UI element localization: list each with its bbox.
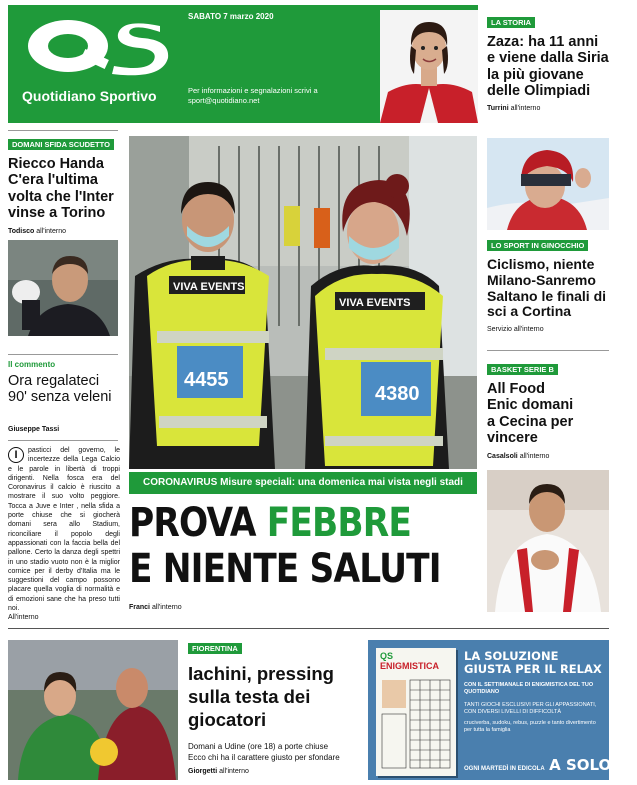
ad-line1: CON IL SETTIMANALE DI ENIGMISTICA DEL TUO QUOTIDIANO bbox=[464, 682, 594, 695]
main-headline-line2: E NIENTE SALUTI bbox=[129, 546, 441, 592]
story-byline: Servizio all'interno bbox=[487, 326, 544, 334]
vest-number-man: 4455 bbox=[184, 369, 229, 391]
commento-headline[interactable]: Ora regalateci 90' senza veleni bbox=[8, 373, 112, 406]
contact-info bbox=[188, 86, 338, 106]
byline-author: Giorgetti bbox=[188, 768, 218, 775]
story-fiorentina[interactable] bbox=[188, 638, 358, 775]
divider bbox=[8, 440, 118, 441]
main-headline-line1 bbox=[129, 500, 428, 546]
masthead-subtitle: Quotidiano Sportivo bbox=[22, 88, 157, 104]
ski-photo bbox=[487, 138, 609, 230]
main-headline-febbre: FEBBRE bbox=[266, 500, 412, 546]
contact-email[interactable]: sport@quotidiano.net bbox=[188, 96, 260, 105]
contact-info-line1: Per informazioni e segnalazioni scrivi a bbox=[188, 86, 318, 95]
crossword-grid-icon bbox=[376, 674, 456, 774]
byline-rest: all'interno bbox=[150, 604, 182, 611]
commento-kicker: Il commento bbox=[8, 360, 56, 369]
magazine-logo-name: ENIGMISTICA bbox=[380, 661, 440, 671]
story-subtitle-2: Ecco chi ha il carattere giusto per sfondare bbox=[188, 753, 340, 762]
story-tag: DOMANI SFIDA SCUDETTO bbox=[8, 139, 114, 150]
main-headline[interactable] bbox=[129, 500, 441, 592]
story-byline bbox=[8, 228, 120, 235]
qs-logo-shape bbox=[22, 14, 172, 78]
story-tag: LO SPORT IN GINOCCHIO bbox=[487, 240, 588, 251]
main-headline-prova: PROVA bbox=[129, 500, 267, 546]
divider bbox=[487, 350, 609, 351]
dropcap-circle: I bbox=[8, 447, 24, 463]
byline-author: Todisco bbox=[8, 227, 35, 235]
story-byline bbox=[487, 105, 609, 112]
qs-logo[interactable] bbox=[22, 14, 172, 89]
main-kicker bbox=[129, 472, 477, 494]
handa-photo bbox=[8, 240, 118, 336]
magazine-logo-qs: QS bbox=[380, 651, 394, 661]
story-tag: LA STORIA bbox=[487, 17, 535, 28]
vest-number-woman: 4380 bbox=[375, 383, 420, 405]
magazine-cover bbox=[376, 648, 456, 776]
issue-date: SABATO 7 marzo 2020 bbox=[188, 12, 274, 21]
divider bbox=[8, 354, 118, 355]
story-headline[interactable]: All Food Enic domani a Cecina per vincere bbox=[487, 381, 574, 447]
story-ciclismo[interactable] bbox=[487, 235, 609, 333]
main-kicker-label: CORONAVIRUS bbox=[143, 477, 218, 488]
divider bbox=[8, 130, 118, 131]
story-headline[interactable]: Ciclismo, niente Milano-Sanremo Saltano le finali di sci a Cortina bbox=[487, 256, 607, 320]
enigmistica-ad[interactable] bbox=[368, 640, 637, 780]
byline-author: Turrini bbox=[487, 104, 509, 112]
ad-price-line bbox=[464, 756, 637, 775]
main-byline bbox=[129, 604, 182, 611]
byline-rest: all'interno bbox=[508, 104, 541, 112]
byline-rest: all'interno bbox=[217, 768, 249, 775]
story-tag: BASKET SERIE B bbox=[487, 364, 558, 375]
vest-brand-man: VIVA EVENTS bbox=[173, 281, 245, 293]
zaza-photo bbox=[380, 10, 478, 123]
byline-rest: all'interno bbox=[517, 452, 550, 460]
story-commento[interactable] bbox=[8, 360, 120, 433]
football-photo bbox=[8, 640, 178, 780]
story-headline[interactable]: Zaza: ha 11 anni e viene dalla Siria la più giovane delle Olimpiadi bbox=[487, 34, 609, 100]
story-subtitle-1: Domani a Udine (ore 18) a porte chiuse bbox=[188, 742, 329, 751]
story-zaza[interactable] bbox=[487, 12, 609, 112]
divider bbox=[8, 628, 609, 629]
commento-body: pasticci del governo, le incertezze della Lega Calcio e le parole in libertà di troppi dirigenti. Nella fosca era del Coronavirus il calcio è riuscito a mostrare il suo volto peggiore. Tocca a Juve e Inter , nella sfida a porte chiuse che si giocherà domani sera allo Stadium, riconciliare il popolo degli appassionati con la faccia bella del pallone. Certo la danza degli spettri in uno stadio vuoto non è la miglior cornice per il derby d'Italia ma le suggestioni del campo possono placare quella voglia di normalità e di emozioni sane che ha preso tutti noi. bbox=[8, 447, 120, 613]
story-handa[interactable] bbox=[8, 134, 120, 235]
commento-body-block bbox=[8, 446, 120, 623]
byline-rest: all'interno bbox=[34, 227, 67, 235]
ad-price: A SOLO 1€ bbox=[549, 756, 637, 774]
coach-photo bbox=[487, 470, 609, 612]
ad-footer-small: OGNI MARTEDÌ IN EDICOLA bbox=[464, 766, 545, 772]
story-headline[interactable]: Riecco Handa C'era l'ultima volta che l'Inter vinse a Torino bbox=[8, 156, 114, 222]
story-byline bbox=[487, 453, 609, 460]
ad-line2: TANTI GIOCHI ESCLUSIVI PER GLI APPASSIONATI, CON DIVERSI LIVELLI DI DIFFICOLTÀ bbox=[464, 702, 597, 715]
commento-author: Giuseppe Tassi bbox=[8, 425, 60, 433]
byline-author: Casalsoli bbox=[487, 452, 518, 460]
story-tag: FIORENTINA bbox=[188, 643, 242, 654]
commento-continued: All'interno bbox=[8, 614, 39, 622]
byline-author: Franci bbox=[129, 604, 151, 611]
ad-line3: cruciverba, sudoku, rebus, puzzle e tanto divertimento per tutta la famiglia bbox=[464, 720, 596, 733]
ad-title: LA SOLUZIONE GIUSTA PER IL RELAX bbox=[464, 649, 602, 676]
story-headline[interactable]: Iachini, pressing sulla testa dei giocatori bbox=[188, 663, 334, 730]
story-basket[interactable] bbox=[487, 359, 609, 460]
main-photo bbox=[129, 136, 477, 469]
vest-brand-woman: VIVA EVENTS bbox=[339, 297, 411, 309]
story-byline bbox=[188, 768, 358, 775]
main-kicker-text: Misure speciali: una domenica mai vista negli stadi bbox=[217, 477, 463, 488]
